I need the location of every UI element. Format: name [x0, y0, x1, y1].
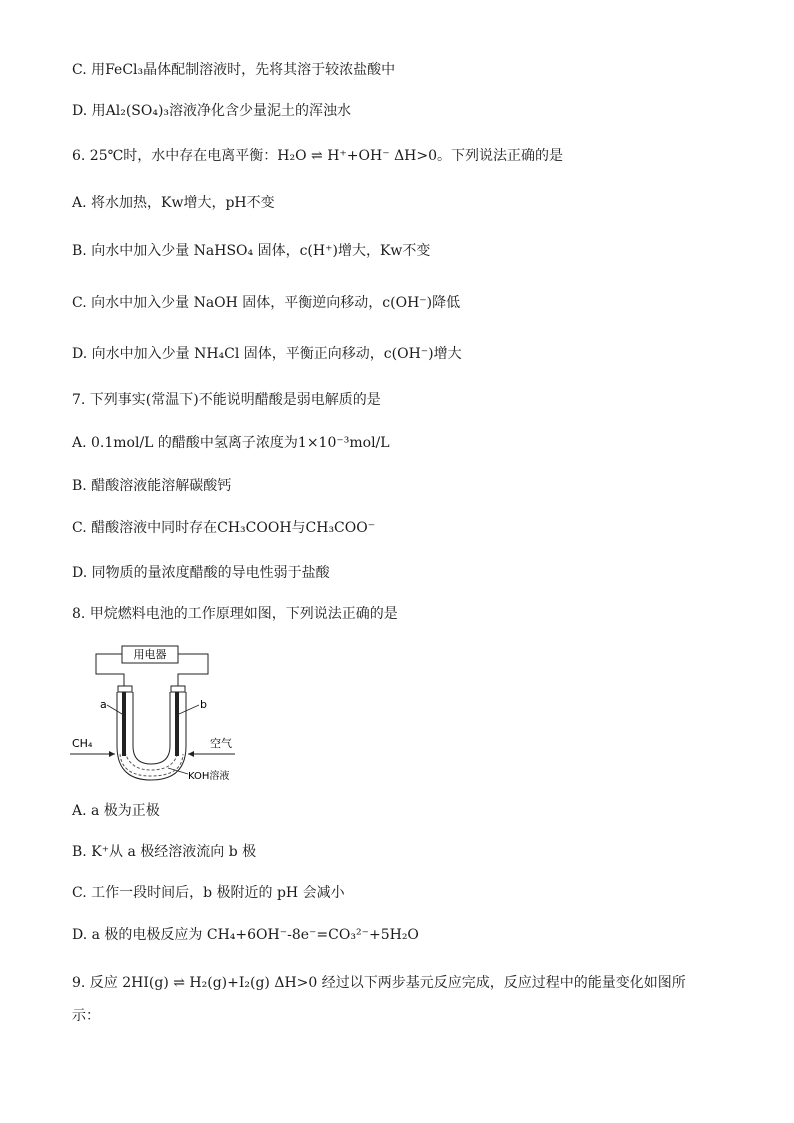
- text-line-l17: D. a 极的电极反应为 CH₄+6OH⁻-8e⁻=CO₃²⁻+5H₂O: [72, 927, 419, 943]
- text-line-l8: 7. 下列事实(常温下)不能说明醋酸是弱电解质的是: [72, 392, 381, 408]
- wire-right: [178, 654, 208, 686]
- text-line-l4: A. 将水加热，Kw增大，pH不变: [72, 195, 275, 211]
- text-line-l18: 9. 反应 2HI(g) ⇌ H₂(g)+I₂(g) ΔH>0 经过以下两步基元反应完成，反应过程中的能量变化如图所: [72, 975, 686, 991]
- text-line-l10: B. 醋酸溶液能溶解碳酸钙: [72, 478, 232, 494]
- device-label: 用电器: [133, 648, 167, 661]
- electrode-a: [122, 692, 126, 756]
- label-ch4: CH₄: [72, 737, 93, 750]
- text-line-l1: C. 用FeCl₃晶体配制溶液时，先将其溶于较浓盐酸中: [72, 62, 396, 78]
- fuel-cell-diagram: [70, 642, 270, 787]
- text-line-l3: 6. 25℃时，水中存在电离平衡：H₂O ⇌ H⁺+OH⁻ ΔH>0。下列说法正确的是: [72, 148, 564, 164]
- text-line-l7: D. 向水中加入少量 NH₄Cl 固体，平衡正向移动，c(OH⁻)增大: [72, 346, 462, 362]
- text-line-l19: 示：: [72, 1008, 100, 1024]
- label-koh: KOH溶液: [188, 771, 230, 782]
- text-line-l6: C. 向水中加入少量 NaOH 固体，平衡逆向移动，c(OH⁻)降低: [72, 295, 461, 311]
- text-line-l13: 8. 甲烷燃料电池的工作原理如图，下列说法正确的是: [72, 606, 398, 622]
- text-line-l14: A. a 极为正极: [72, 803, 160, 819]
- text-line-l16: C. 工作一段时间后，b 极附近的 pH 会减小: [72, 885, 345, 901]
- label-b: b: [200, 698, 207, 711]
- text-line-l12: D. 同物质的量浓度醋酸的导电性弱于盐酸: [72, 565, 330, 581]
- label-air: 空气: [210, 737, 232, 750]
- text-line-l15: B. K⁺从 a 极经溶液流向 b 极: [72, 844, 257, 860]
- text-line-l11: C. 醋酸溶液中同时存在CH₃COOH与CH₃COO⁻: [72, 520, 376, 536]
- label-a: a: [100, 698, 107, 711]
- electrode-b: [175, 692, 179, 756]
- text-line-l2: D. 用Al₂(SO₄)₃溶液净化含少量泥土的浑浊水: [72, 103, 352, 119]
- wire-left: [96, 654, 124, 686]
- text-line-l5: B. 向水中加入少量 NaHSO₄ 固体，c(H⁺)增大，Kw不变: [72, 243, 431, 259]
- text-line-l9: A. 0.1mol/L 的醋酸中氢离子浓度为1×10⁻³mol/L: [72, 435, 390, 451]
